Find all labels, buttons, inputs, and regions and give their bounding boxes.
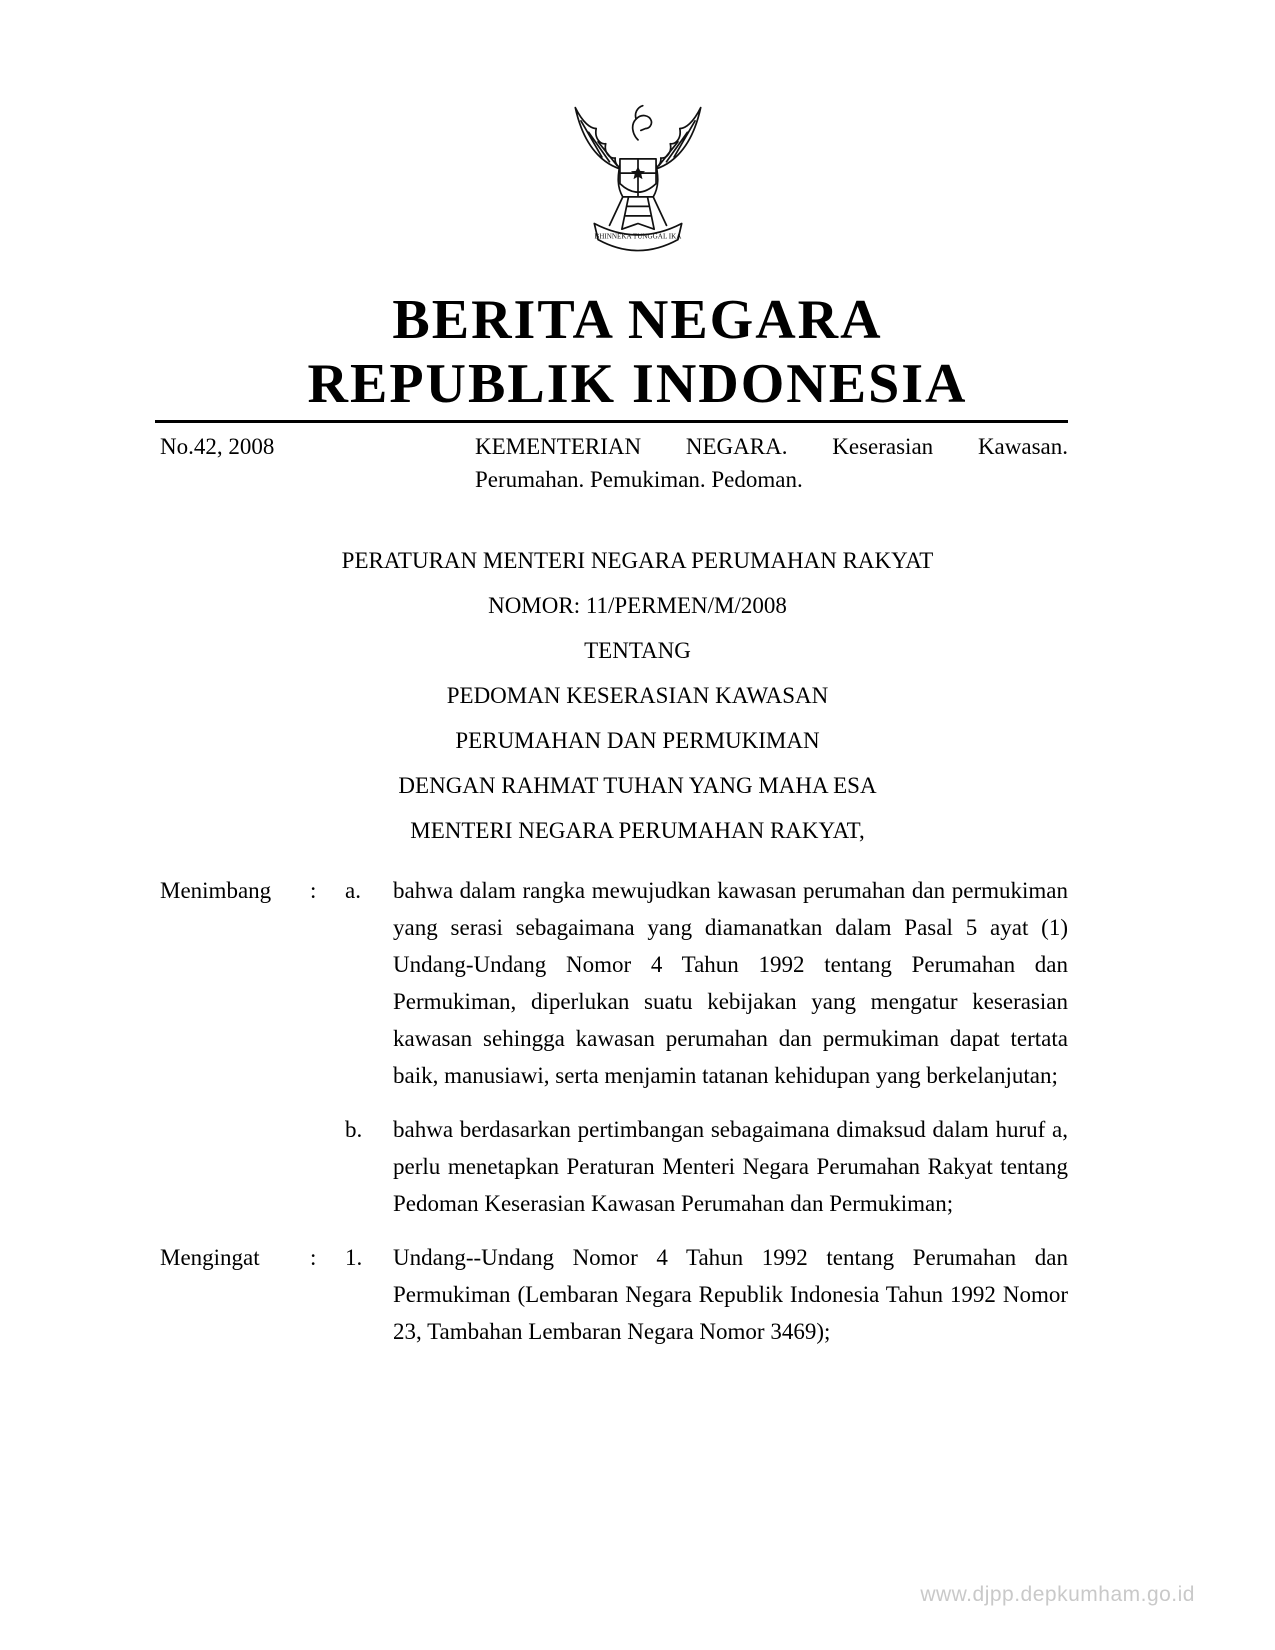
menimbang-label: Menimbang (160, 878, 272, 903)
mengingat-label: Mengingat (160, 1245, 260, 1270)
gazette-number: No.42, 2008 (160, 434, 275, 459)
issuer-line: MENTERI NEGARA PERUMAHAN RAKYAT, (410, 818, 865, 843)
regulation-tentang-line: TENTANG (584, 638, 691, 663)
watermark: www.djpp.depkumham.go.id (920, 1583, 1195, 1606)
regulation-title-block (0, 538, 1275, 853)
spacer-cell (160, 1111, 310, 1222)
spacer-cell (310, 1111, 345, 1222)
mengingat-colon: : (310, 1245, 317, 1270)
menimbang-item-b-marker: b. (345, 1117, 363, 1142)
masthead-title (0, 288, 1275, 417)
preamble (160, 872, 1068, 1350)
gazette-subject-line1: KEMENTERIAN NEGARA. Keserasian Kawasan. (475, 434, 1068, 459)
regulation-title-line1: PERATURAN MENTERI NEGARA PERUMAHAN RAKYAT (341, 548, 934, 573)
menimbang-colon: : (310, 878, 317, 903)
gazette-subject (475, 430, 1068, 497)
gazette-header (160, 430, 1068, 497)
mengingat-item-1-marker: 1. (345, 1245, 363, 1270)
menimbang-item-b-text: bahwa berdasarkan pertimbangan sebagaimana dimaksud dalam huruf a, perlu menetapkan Peraturan Menteri Negara Perumahan Rakyat tentang Pedoman Keserasian Kawasan Perumahan dan Permukiman; (393, 1117, 1068, 1216)
menimbang-item-a-marker: a. (345, 878, 361, 903)
masthead-rule (155, 420, 1068, 423)
regulation-number-line: NOMOR: 11/PERMEN/M/2008 (488, 593, 787, 618)
emblem-motto: BHINNEKA TUNGGAL IKA (594, 232, 681, 241)
masthead-line2: REPUBLIK INDONESIA (307, 353, 968, 416)
garuda-emblem (562, 80, 714, 277)
regulation-subject-line2: PERUMAHAN DAN PERMUKIMAN (455, 728, 820, 753)
gazette-subject-line2: Perumahan. Pemukiman. Pedoman. (475, 467, 803, 493)
preamble-grid (160, 872, 1068, 1350)
invocation-line: DENGAN RAHMAT TUHAN YANG MAHA ESA (398, 773, 877, 798)
masthead-line1: BERITA NEGARA (392, 289, 883, 351)
regulation-subject-line1: PEDOMAN KESERASIAN KAWASAN (446, 683, 829, 708)
mengingat-item-1-text: Undang--Undang Nomor 4 Tahun 1992 tentang Perumahan dan Permukiman (Lembaran Negara Republik Indonesia Tahun 1992 Nomor 23, Tambahan Lembaran Negara Nomor 3469); (393, 1245, 1068, 1344)
menimbang-item-a-text: bahwa dalam rangka mewujudkan kawasan perumahan dan permukiman yang serasi sebagaimana yang diamanatkan dalam Pasal 5 ayat (1) Undang-Undang Nomor 4 Tahun 1992 tentang Perumahan dan Permukiman, diperlukan suatu kebijakan yang mengatur keserasian kawasan sehingga kawasan perumahan dan permukiman dapat tertata baik, manusiawi, serta menjamin tatanan kehidupan yang berkelanjutan; (393, 878, 1068, 1088)
garuda-emblem-icon (562, 80, 714, 272)
